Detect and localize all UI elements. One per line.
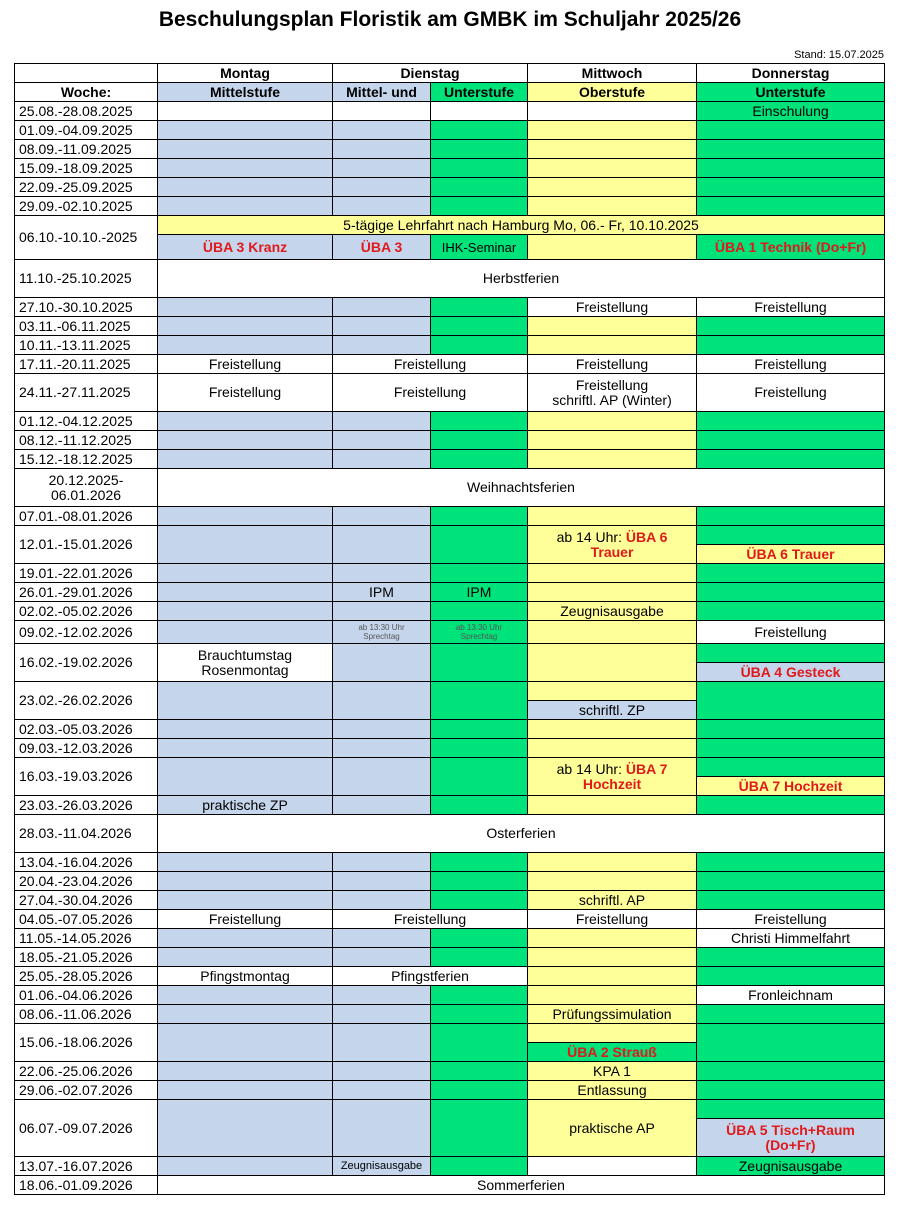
cell (528, 1157, 697, 1176)
cell (697, 796, 885, 815)
cell (697, 159, 885, 178)
cell (697, 1081, 885, 1100)
entry-sprechtag (333, 621, 431, 644)
week-label: 16.03.-19.03.2026 (15, 758, 158, 796)
entry-ipm: IPM (333, 583, 431, 602)
entry-pfingstmontag: Pfingstmontag (158, 967, 333, 986)
cell (431, 929, 528, 948)
week-label: 15.12.-18.12.2025 (15, 450, 158, 469)
sprechtag-time: ab 13:30 Uhr (455, 623, 503, 632)
cell (697, 564, 885, 583)
cell (333, 739, 431, 758)
entry-zeugnisausgabe: Zeugnisausgabe (528, 602, 697, 621)
week-label: 04.05.-07.05.2026 (15, 910, 158, 929)
cell (697, 317, 885, 336)
entry-freistellung: Freistellung (697, 910, 885, 929)
cell (431, 602, 528, 621)
cell (158, 1081, 333, 1100)
entry-freistellung: Freistellung (333, 910, 528, 929)
entry-christi-himmelfahrt: Christi Himmelfahrt (697, 929, 885, 948)
cell (333, 102, 431, 121)
cell (431, 317, 528, 336)
week-label: 13.07.-16.07.2026 (15, 1157, 158, 1176)
entry-uba6-mi (528, 526, 697, 564)
entry-rosenmontag: Rosenmontag (201, 661, 289, 678)
cell (431, 159, 528, 178)
cell (333, 178, 431, 197)
entry-freistellung: Freistellung (158, 910, 333, 929)
cell (333, 450, 431, 469)
entry-hochzeit: Hochzeit (582, 775, 642, 792)
entry-herbstferien: Herbstferien (158, 260, 885, 298)
cell (333, 298, 431, 317)
cell (158, 526, 333, 564)
cell (431, 720, 528, 739)
week-label: 22.06.-25.06.2026 (15, 1062, 158, 1081)
cell (528, 450, 697, 469)
cell (431, 853, 528, 872)
cell (697, 682, 885, 720)
header-mittwoch: Mittwoch (528, 64, 697, 83)
cell (528, 872, 697, 891)
week-label: 24.11.-27.11.2025 (15, 374, 158, 412)
entry-einschulung: Einschulung (697, 102, 885, 121)
entry-freistellung: Freistellung (697, 298, 885, 317)
stand-date: Stand: 15.07.2025 (794, 49, 884, 61)
cell (333, 1100, 431, 1157)
week-label: 11.05.-14.05.2026 (15, 929, 158, 948)
week-label: 20.04.-23.04.2026 (15, 872, 158, 891)
cell (431, 1081, 528, 1100)
entry-freistellung: Freistellung (158, 374, 333, 412)
cell (333, 758, 431, 796)
cell (431, 1005, 528, 1024)
entry-zeugnisausgabe: Zeugnisausgabe (333, 1157, 431, 1176)
entry-osterferien: Osterferien (158, 815, 885, 853)
cell (158, 758, 333, 796)
entry-ab14: ab 14 Uhr: (556, 528, 626, 545)
week-label: 12.01.-15.01.2026 (15, 526, 158, 564)
cell (528, 1024, 697, 1043)
entry-uba6-trauer: ÜBA 6 Trauer (697, 545, 885, 564)
cell (158, 602, 333, 621)
entry-schriftl-ap-winter: schriftl. AP (Winter) (552, 391, 672, 408)
week-label: 06.10.-10.10.-2025 (15, 216, 158, 260)
cell (528, 986, 697, 1005)
cell (697, 948, 885, 967)
week-label: 09.02.-12.02.2026 (15, 621, 158, 644)
cell (431, 526, 528, 564)
entry-schriftl-ap: schriftl. AP (528, 891, 697, 910)
week-label: 27.10.-30.10.2025 (15, 298, 158, 317)
cell (158, 1157, 333, 1176)
entry-uba7-hochzeit: ÜBA 7 Hochzeit (697, 777, 885, 796)
cell (333, 1005, 431, 1024)
cell (697, 720, 885, 739)
week-label (15, 469, 158, 507)
cell (697, 891, 885, 910)
week-label: 02.02.-05.02.2026 (15, 602, 158, 621)
cell (158, 682, 333, 720)
cell (333, 121, 431, 140)
cell (333, 644, 431, 682)
header-dienstag: Dienstag (333, 64, 528, 83)
cell (697, 602, 885, 621)
cell (431, 178, 528, 197)
cell (333, 159, 431, 178)
cell (697, 644, 885, 663)
cell (697, 1005, 885, 1024)
entry-uba4-gesteck: ÜBA 4 Gesteck (697, 663, 885, 682)
cell (333, 564, 431, 583)
cell (528, 929, 697, 948)
cell (158, 853, 333, 872)
cell (431, 682, 528, 720)
entry-uba6: ÜBA 6 (625, 528, 668, 545)
cell (431, 758, 528, 796)
cell (333, 336, 431, 355)
cell (528, 121, 697, 140)
entry-schriftl-zp: schriftl. ZP (528, 701, 697, 720)
cell (697, 178, 885, 197)
header-oberstufe: Oberstufe (528, 83, 697, 102)
cell (158, 298, 333, 317)
entry-freistellung: Freistellung (697, 621, 885, 644)
cell (697, 1024, 885, 1062)
entry-freistellung: Freistellung (528, 910, 697, 929)
header-blank (15, 64, 158, 83)
cell (158, 412, 333, 431)
sprechtag-time: ab 13:30 Uhr (358, 623, 405, 632)
cell (431, 450, 528, 469)
entry-freistellung-ap-winter (528, 374, 697, 412)
entry-zeugnisausgabe: Zeugnisausgabe (697, 1157, 885, 1176)
cell (333, 431, 431, 450)
entry-freistellung: Freistellung (528, 298, 697, 317)
cell (528, 507, 697, 526)
entry-uba5-title: ÜBA 5 Tisch+Raum (726, 1121, 855, 1138)
cell (697, 853, 885, 872)
cell (431, 872, 528, 891)
cell (158, 986, 333, 1005)
cell (333, 526, 431, 564)
cell (697, 431, 885, 450)
entry-uba3-kranz: ÜBA 3 Kranz (158, 235, 333, 260)
cell (333, 1024, 431, 1062)
cell (431, 121, 528, 140)
cell (431, 140, 528, 159)
week-label: 09.03.-12.03.2026 (15, 739, 158, 758)
cell (528, 178, 697, 197)
cell (158, 178, 333, 197)
week-label: 16.02.-19.02.2026 (15, 644, 158, 682)
cell (697, 140, 885, 159)
cell (697, 967, 885, 986)
week-label: 15.09.-18.09.2025 (15, 159, 158, 178)
cell (697, 739, 885, 758)
sprechtag-label: Sprechtag (363, 632, 400, 641)
entry-ab14: ab 14 Uhr: (556, 760, 626, 777)
week-label: 28.03.-11.04.2026 (15, 815, 158, 853)
header-montag: Montag (158, 64, 333, 83)
cell (333, 412, 431, 431)
entry-freistellung: Freistellung (158, 355, 333, 374)
cell (158, 507, 333, 526)
cell (697, 450, 885, 469)
cell (528, 564, 697, 583)
cell (333, 986, 431, 1005)
entry-uba2-strauss: ÜBA 2 Strauß (528, 1043, 697, 1062)
cell (158, 121, 333, 140)
cell (528, 720, 697, 739)
cell (158, 102, 333, 121)
entry-brauchtum (158, 644, 333, 682)
cell (158, 450, 333, 469)
cell (158, 872, 333, 891)
cell (333, 1081, 431, 1100)
header-mittelstufe: Mittelstufe (158, 83, 333, 102)
cell (528, 197, 697, 216)
entry-trauer: Trauer (590, 543, 634, 560)
cell (528, 102, 697, 121)
cell (431, 102, 528, 121)
cell (158, 720, 333, 739)
cell (528, 159, 697, 178)
cell (158, 739, 333, 758)
cell (333, 872, 431, 891)
week-label-line: 06.01.2026 (50, 486, 122, 503)
entry-uba5-days: (Do+Fr) (765, 1136, 816, 1153)
cell (697, 507, 885, 526)
entry-freistellung: Freistellung (575, 376, 649, 393)
cell (431, 431, 528, 450)
cell (697, 526, 885, 545)
cell (333, 796, 431, 815)
week-label: 25.08.-28.08.2025 (15, 102, 158, 121)
cell (697, 872, 885, 891)
cell (158, 197, 333, 216)
cell (333, 891, 431, 910)
entry-sprechtag (431, 621, 528, 644)
cell (528, 235, 697, 260)
week-label: 23.02.-26.02.2026 (15, 682, 158, 720)
cell (158, 891, 333, 910)
cell (697, 583, 885, 602)
entry-ipm: IPM (431, 583, 528, 602)
entry-pruefungssimulation: Prüfungssimulation (528, 1005, 697, 1024)
entry-praktische-zp: praktische ZP (158, 796, 333, 815)
cell (528, 431, 697, 450)
cell (697, 197, 885, 216)
week-label: 01.06.-04.06.2026 (15, 986, 158, 1005)
week-label: 11.10.-25.10.2025 (15, 260, 158, 298)
week-label: 25.05.-28.05.2026 (15, 967, 158, 986)
cell (431, 412, 528, 431)
cell (431, 564, 528, 583)
header-unterstufe-do: Unterstufe (697, 83, 885, 102)
entry-uba5 (697, 1119, 885, 1157)
entry-uba7-mi (528, 758, 697, 796)
cell (528, 583, 697, 602)
cell (697, 1100, 885, 1119)
cell (697, 758, 885, 777)
week-label: 01.09.-04.09.2025 (15, 121, 158, 140)
entry-freistellung: Freistellung (697, 355, 885, 374)
cell (528, 853, 697, 872)
entry-kpa1: KPA 1 (528, 1062, 697, 1081)
cell (431, 644, 528, 682)
cell (431, 1157, 528, 1176)
week-label: 19.01.-22.01.2026 (15, 564, 158, 583)
cell (333, 317, 431, 336)
cell (528, 682, 697, 701)
cell (431, 197, 528, 216)
week-label: 29.06.-02.07.2026 (15, 1081, 158, 1100)
entry-lehrfahrt: 5-tägige Lehrfahrt nach Hamburg Mo, 06.- Fr, 10.10.2025 (158, 216, 885, 235)
cell (431, 1024, 528, 1062)
week-label: 10.11.-13.11.2025 (15, 336, 158, 355)
week-label: 07.01.-08.01.2026 (15, 507, 158, 526)
cell (431, 891, 528, 910)
entry-uba7: ÜBA 7 (625, 760, 668, 777)
entry-brauchtumstag: Brauchtumstag (197, 646, 293, 663)
week-label: 08.06.-11.06.2026 (15, 1005, 158, 1024)
cell (528, 317, 697, 336)
entry-freistellung: Freistellung (333, 355, 528, 374)
cell (158, 929, 333, 948)
cell (431, 507, 528, 526)
cell (333, 602, 431, 621)
week-label: 03.11.-06.11.2025 (15, 317, 158, 336)
cell (431, 298, 528, 317)
schedule-table (14, 63, 885, 1195)
week-label-line: 20.12.2025- (48, 471, 124, 488)
entry-freistellung: Freistellung (333, 374, 528, 412)
cell (697, 336, 885, 355)
entry-entlassung: Entlassung (528, 1081, 697, 1100)
cell (528, 796, 697, 815)
header-mittel-und: Mittel- und (333, 83, 431, 102)
week-label: 02.03.-05.03.2026 (15, 720, 158, 739)
entry-praktische-ap: praktische AP (528, 1100, 697, 1157)
cell (333, 720, 431, 739)
entry-freistellung: Freistellung (528, 355, 697, 374)
cell (158, 1100, 333, 1157)
cell (158, 564, 333, 583)
entry-uba1: ÜBA 1 Technik (Do+Fr) (697, 235, 885, 260)
entry-weihnachtsferien: Weihnachtsferien (158, 469, 885, 507)
week-label: 01.12.-04.12.2025 (15, 412, 158, 431)
entry-ihk-seminar: IHK-Seminar (431, 235, 528, 260)
cell (158, 431, 333, 450)
entry-uba3: ÜBA 3 (333, 235, 431, 260)
cell (431, 796, 528, 815)
header-unterstufe: Unterstufe (431, 83, 528, 102)
cell (431, 986, 528, 1005)
cell (431, 336, 528, 355)
cell (528, 621, 697, 644)
cell (528, 336, 697, 355)
entry-fronleichnam: Fronleichnam (697, 986, 885, 1005)
cell (333, 1062, 431, 1081)
cell (158, 1062, 333, 1081)
week-label: 08.09.-11.09.2025 (15, 140, 158, 159)
cell (528, 948, 697, 967)
header-donnerstag: Donnerstag (697, 64, 885, 83)
cell (158, 140, 333, 159)
week-label: 13.04.-16.04.2026 (15, 853, 158, 872)
cell (158, 317, 333, 336)
cell (158, 1005, 333, 1024)
entry-pfingstferien: Pfingstferien (333, 967, 528, 986)
cell (333, 948, 431, 967)
week-label: 08.12.-11.12.2025 (15, 431, 158, 450)
week-label: 17.11.-20.11.2025 (15, 355, 158, 374)
entry-sommerferien: Sommerferien (158, 1176, 885, 1195)
cell (431, 1100, 528, 1157)
week-label: 18.06.-01.09.2026 (15, 1176, 158, 1195)
cell (697, 1062, 885, 1081)
entry-freistellung: Freistellung (697, 374, 885, 412)
cell (528, 644, 697, 682)
cell (333, 929, 431, 948)
page-title: Beschulungsplan Floristik am GMBK im Schuljahr 2025/26 (158, 8, 742, 31)
cell (158, 1024, 333, 1062)
cell (697, 412, 885, 431)
cell (158, 159, 333, 178)
week-label: 06.07.-09.07.2026 (15, 1100, 158, 1157)
cell (697, 121, 885, 140)
week-label: 23.03.-26.03.2026 (15, 796, 158, 815)
cell (431, 1062, 528, 1081)
cell (333, 853, 431, 872)
week-label: 27.04.-30.04.2026 (15, 891, 158, 910)
cell (333, 682, 431, 720)
cell (158, 336, 333, 355)
week-label: 26.01.-29.01.2026 (15, 583, 158, 602)
cell (158, 621, 333, 644)
cell (431, 739, 528, 758)
cell (333, 140, 431, 159)
cell (528, 412, 697, 431)
week-label: 29.09.-02.10.2025 (15, 197, 158, 216)
sprechtag-label: Sprechtag (460, 632, 498, 641)
week-label: 22.09.-25.09.2025 (15, 178, 158, 197)
cell (333, 507, 431, 526)
cell (158, 948, 333, 967)
week-label: 18.05.-21.05.2026 (15, 948, 158, 967)
cell (528, 739, 697, 758)
cell (431, 948, 528, 967)
header-woche: Woche: (15, 83, 158, 102)
cell (528, 967, 697, 986)
week-label: 15.06.-18.06.2026 (15, 1024, 158, 1062)
cell (158, 583, 333, 602)
cell (333, 197, 431, 216)
cell (528, 140, 697, 159)
